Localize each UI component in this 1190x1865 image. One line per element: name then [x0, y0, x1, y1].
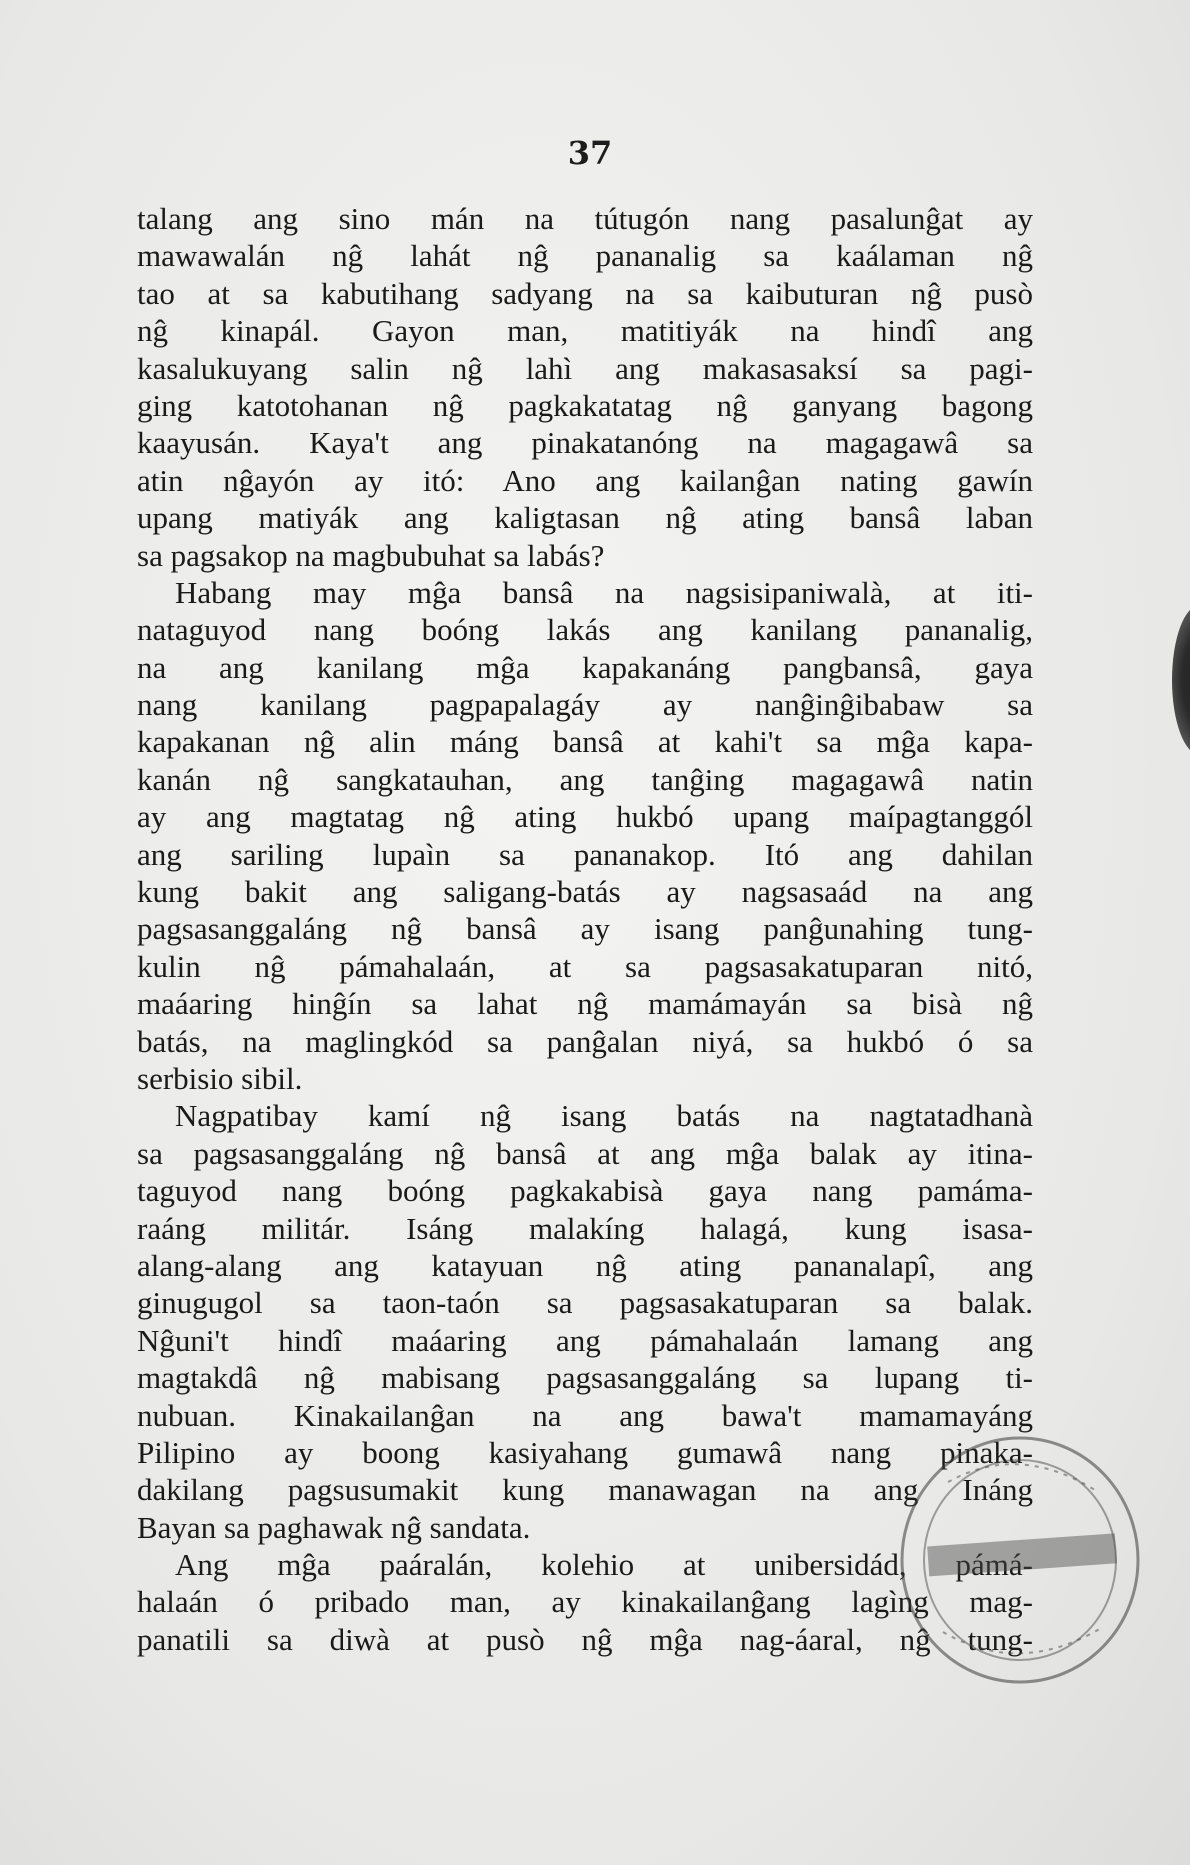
- text-line: halaán ó pribado man, ay kinakailanĝang lagìng mag-: [137, 1584, 1033, 1620]
- text-line: kasalukuyang salin nĝ lahì ang makasasaksí sa pagi-: [137, 350, 1033, 386]
- thumb-shadow: [1172, 605, 1190, 755]
- text-line: kapakanan nĝ alin máng bansâ at kahi't sa mĝa kapa-: [137, 724, 1033, 760]
- library-stamp: [888, 1422, 1148, 1697]
- text-line: kung bakit ang saligang-batás ay nagsasaád na ang: [137, 874, 1033, 910]
- text-line: Pilipino ay boong kasiyahang gumawâ nang pinaka-: [137, 1434, 1033, 1470]
- text-line: alang-alang ang katayuan nĝ ating pananalapî, ang: [137, 1247, 1033, 1283]
- text-line: raáng militár. Isáng malakíng halagá, kung isasa-: [137, 1210, 1033, 1246]
- page-number: 37: [567, 134, 613, 172]
- text-line: atin nĝayón ay itó: Ano ang kailanĝan nating gawín: [137, 462, 1033, 498]
- text-line: Ang mĝa paáralán, kolehio at unibersidád, pámá-: [175, 1547, 1033, 1583]
- text-line: sa pagsasanggaláng nĝ bansâ at ang mĝa balak ay itina-: [137, 1135, 1033, 1171]
- text-line: batás, na maglingkód sa panĝalan niyá, sa hukbó ó sa: [137, 1023, 1033, 1059]
- paragraph-1: [137, 200, 1033, 574]
- paragraph-2: [137, 574, 1033, 1097]
- text-line: nataguyod nang boóng lakás ang kanilang pananalig,: [137, 612, 1033, 648]
- text-line: maáaring hinĝín sa lahat nĝ mamámayán sa bisà nĝ: [137, 986, 1033, 1022]
- text-line: talang ang sino mán na tútugón nang pasalunĝat ay: [137, 201, 1033, 236]
- text-line: upang matiyák ang kaligtasan nĝ ating bansâ laban: [137, 500, 1033, 536]
- text-line: ang sariling lupaìn sa pananakop. Itó ang dahilan: [137, 836, 1033, 872]
- text-line: nubuan. Kinakailanĝan na ang bawa't mamamayáng: [137, 1397, 1033, 1433]
- text-line: pagsasanggaláng nĝ bansâ ay isang panĝunahing tung-: [137, 911, 1033, 947]
- text-line: kaayusán. Kaya't ang pinakatanóng na magagawâ sa: [137, 425, 1033, 461]
- text-line: Bayan sa paghawak nĝ sandata.: [137, 1509, 531, 1545]
- text-line: ay ang magtatag nĝ ating hukbó upang maípagtanggól: [137, 799, 1033, 835]
- text-line: na ang kanilang mĝa kapakanáng pangbansâ, gaya: [137, 649, 1033, 685]
- text-line: Habang may mĝa bansâ na nagsisipaniwalà, at iti-: [175, 574, 1033, 610]
- text-line: magtakdâ nĝ mabisang pagsasanggaláng sa lupang ti-: [137, 1360, 1033, 1396]
- text-line: tao at sa kabutihang sadyang na sa kaibuturan nĝ pusò: [137, 275, 1033, 311]
- text-line: ging katotohanan nĝ pagkakatatag nĝ ganyang bagong: [137, 387, 1033, 423]
- text-line: Nagpatibay kamí nĝ isang batás na nagtatadhanà: [175, 1098, 1033, 1134]
- text-line: mawawalán nĝ lahát nĝ pananalig sa kaálaman nĝ: [137, 238, 1033, 274]
- text-line: kulin nĝ pámahalaán, at sa pagsasakatuparan nitó,: [137, 948, 1033, 984]
- text-line: kanán nĝ sangkatauhan, ang tanĝing magagawâ natin: [137, 761, 1033, 797]
- text-line: ginugugol sa taon-taón sa pagsasakatuparan sa balak.: [137, 1285, 1033, 1321]
- text-line: Nĝuni't hindî maáaring ang pámahalaán lamang ang: [137, 1322, 1033, 1358]
- text-line: serbisio sibil.: [137, 1060, 303, 1096]
- stamp-icon: [888, 1422, 1148, 1697]
- text-line: panatili sa diwà at pusò nĝ mĝa nag-áaral, nĝ tung-: [137, 1621, 1033, 1657]
- text-line: nang kanilang pagpapalagáy ay nanĝinĝibabaw sa: [137, 687, 1033, 723]
- text-line: sa pagsakop na magbubuhat sa labás?: [137, 537, 605, 573]
- text-line: dakilang pagsusumakit kung manawagan na ang Ináng: [137, 1472, 1033, 1508]
- text-line: taguyod nang boóng pagkakabisà gaya nang pamáma-: [137, 1173, 1033, 1209]
- text-line: nĝ kinapál. Gayon man, matitiyák na hindî ang: [137, 313, 1033, 349]
